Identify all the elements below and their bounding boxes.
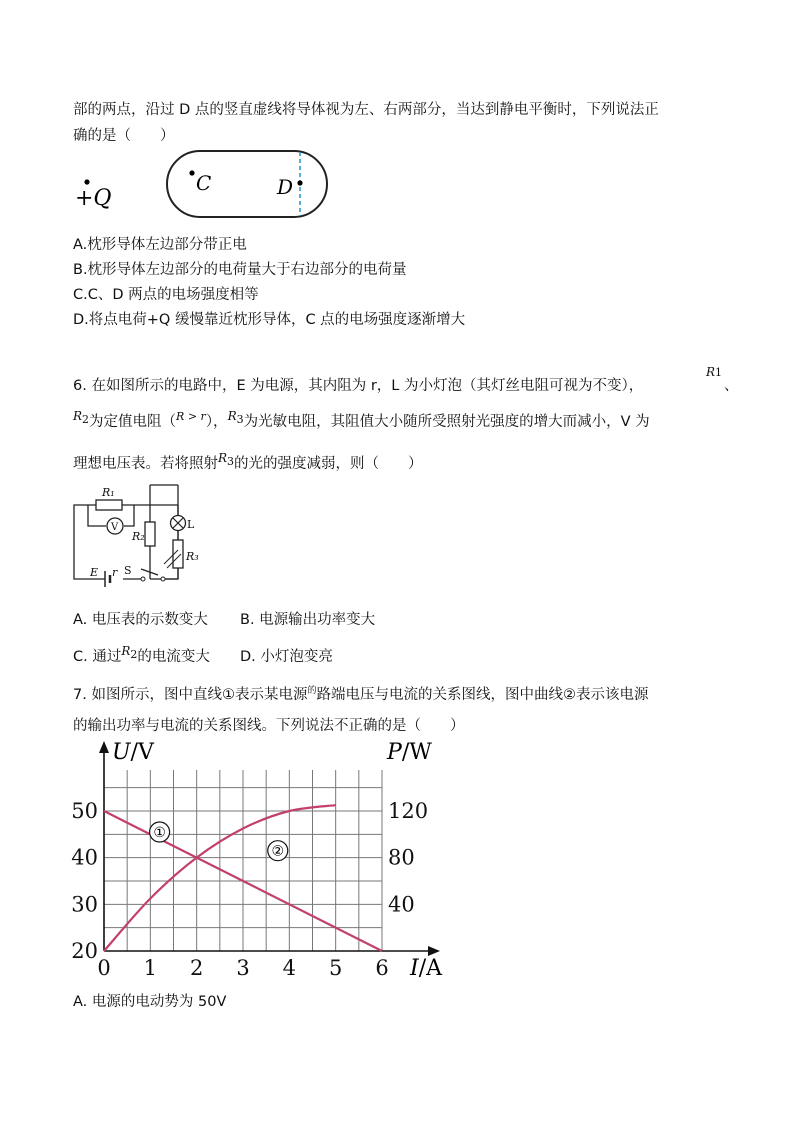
q6-r1-symbol: R1 (706, 365, 723, 379)
pillow-conductor (167, 151, 327, 217)
x-tick-label: 1 (143, 956, 158, 980)
y-left-tick-label: 50 (71, 799, 98, 823)
q5-stem-line2: 确的是（ ） (73, 128, 175, 144)
label-r: r (112, 566, 118, 579)
q5-figure (70, 148, 340, 226)
q6-stem-line1: 6. 在如图所示的电路中，E 为电源，其内阻为 r，L 为小灯泡（其灯丝电阻可视为不变）， (73, 378, 644, 394)
label-r3: R₃ (186, 550, 199, 563)
resistor-r2 (145, 522, 155, 546)
point-d-dot (297, 180, 302, 185)
point-c-label: C (196, 171, 212, 195)
x-tick-label: 5 (328, 956, 343, 980)
y-left-axis-label: U/V (112, 740, 154, 765)
x-tick-label: 2 (189, 956, 204, 980)
label-r1: R₁ (102, 486, 115, 499)
label-l: L (187, 518, 195, 531)
label-r2: R₂ (132, 530, 145, 543)
chart-grid (104, 770, 382, 951)
x-axis-arrow (428, 946, 440, 956)
q6-option-c: C. 通过$^{R2}$的电流变大 (73, 644, 210, 665)
y-right-axis-label: P/W (387, 740, 432, 765)
y-left-tick-label: 40 (71, 845, 98, 870)
label-v: V (111, 522, 119, 533)
switch-contact-left (141, 577, 145, 581)
q6-line1-end: 、 (724, 378, 739, 394)
x-tick-label: 6 (375, 956, 389, 980)
charge-label: +Q (75, 186, 112, 211)
label-e: E (90, 566, 99, 579)
q7-stem-line1: 7. 如图所示，图中直线①表示某电源$^的$路端电压与电流的关系图线，图中曲线②表示该电源 (73, 686, 649, 703)
series-1-label: ① (153, 825, 166, 841)
x-tick-label: 0 (97, 956, 111, 980)
series-2-label: ② (271, 843, 285, 860)
q6-option-b: B. 电源输出功率变大 (240, 612, 376, 628)
q6-option-d: D. 小灯泡变亮 (240, 649, 333, 665)
q5-option-b: B.枕形导体左边部分的电荷量大于右边部分的电荷量 (73, 262, 407, 278)
x-axis-label: I/A (410, 956, 443, 981)
q7-stem-line2: 的输出功率与电流的关系图线。下列说法不正确的是（ ） (73, 718, 465, 734)
switch-contact-right (161, 577, 165, 581)
y-left-tick-label: 20 (71, 939, 98, 963)
q5-option-d: D.将点电荷+Q 缓慢靠近枕形导体，C 点的电场强度逐渐增大 (73, 312, 466, 328)
y-right-tick-label: 120 (388, 799, 429, 823)
q5-option-c: C.C、D 两点的电场强度相等 (73, 287, 259, 303)
point-c-dot (189, 170, 194, 175)
x-tick-label: 3 (236, 956, 250, 980)
wire-volt-right (124, 505, 134, 526)
point-d-label: D (277, 175, 294, 199)
x-tick-label: 4 (282, 956, 297, 980)
label-s: S (124, 564, 132, 577)
q6-option-a: A. 电压表的示数变大 (73, 612, 208, 628)
point-charge-dot (84, 179, 89, 184)
q6-stem-line2: $^{R2}$为定值电阻（$^{R > r}$），$^{R3}$为光敏电阻，其阻值大小随所受照射光强度的增大而减小，V 为 (73, 409, 650, 430)
resistor-r1 (96, 500, 122, 510)
q5-option-a: A.枕形导体左边部分带正电 (73, 237, 247, 253)
q6-stem-line3: 理想电压表。若将照射$^{R3}$的光的强度减弱，则（ ） (73, 451, 423, 472)
q6-circuit (68, 480, 203, 588)
y-right-tick-label: 40 (388, 892, 415, 917)
q7-option-a: A. 电源的电动势为 50V (73, 994, 227, 1010)
y-right-tick-label: 80 (388, 845, 415, 870)
y-axis-arrow (99, 741, 109, 753)
q5-stem-line1: 部的两点，沿过 D 点的竖直虚线将导体视为左、右两部分，当达到静电平衡时，下列说法正 (73, 102, 659, 118)
q7-chart (60, 735, 460, 985)
y-left-tick-label: 30 (71, 892, 98, 917)
